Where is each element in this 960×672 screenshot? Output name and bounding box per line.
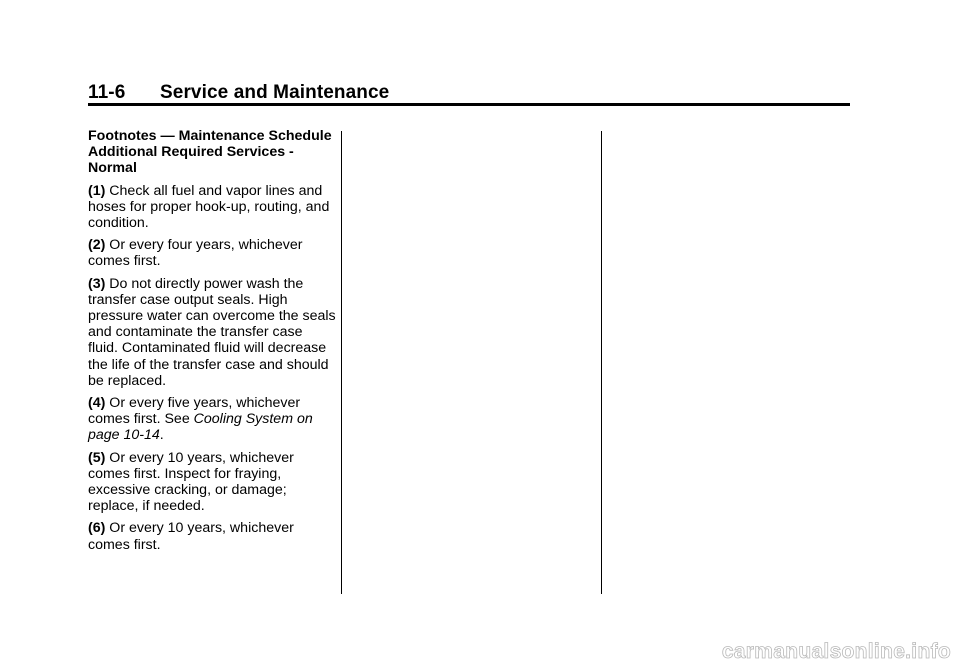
- header-rule: [88, 103, 850, 106]
- footnote-number: (6): [88, 520, 106, 537]
- footnote-5: [88, 450, 336, 515]
- section-number: 11-6: [88, 82, 126, 103]
- footnotes-heading: Footnotes — Maintenance Schedule Additional Required Services - Normal: [88, 128, 332, 177]
- column-divider-2: [601, 131, 602, 594]
- footnote-number: (5): [88, 449, 106, 466]
- footnote-text: Or every five years, whichever comes first. See: [88, 395, 301, 428]
- watermark: carmanualsonline.info: [721, 640, 951, 663]
- footnote-1: [88, 183, 336, 232]
- footnote-number: (4): [88, 395, 106, 412]
- footnote-6: [88, 520, 336, 552]
- footnote-text: Or every four years, whichever comes first.: [88, 237, 303, 270]
- footnote-4: [88, 395, 336, 444]
- section-title: Service and Maintenance: [160, 82, 390, 103]
- footnote-text: Or every 10 years, whichever comes first. Inspect for fraying, excessive cracking, or damage; replace, if needed.: [88, 449, 294, 515]
- column-divider-1: [341, 131, 342, 594]
- footnote-text: Do not directly power wash the transfer case output seals. High pressure water can overcome the seals and contaminate the transfer case fluid. Contaminated fluid will decrease the life of the transfer case and should be replaced.: [88, 275, 336, 389]
- footnote-text: Or every 10 years, whichever comes first.: [88, 520, 294, 553]
- cooling-system-link[interactable]: Cooling System on page 10-14: [88, 411, 313, 444]
- text-column-1: [88, 128, 336, 559]
- footnote-text: Check all fuel and vapor lines and hoses for proper hook-up, routing, and condition.: [88, 182, 330, 232]
- footnote-2: [88, 237, 336, 269]
- page-header: [88, 82, 389, 104]
- footnote-text-end: .: [159, 427, 164, 444]
- footnote-3: [88, 276, 336, 389]
- footnote-number: (2): [88, 237, 106, 254]
- footnote-number: (3): [88, 275, 106, 292]
- footnote-number: (1): [88, 182, 106, 199]
